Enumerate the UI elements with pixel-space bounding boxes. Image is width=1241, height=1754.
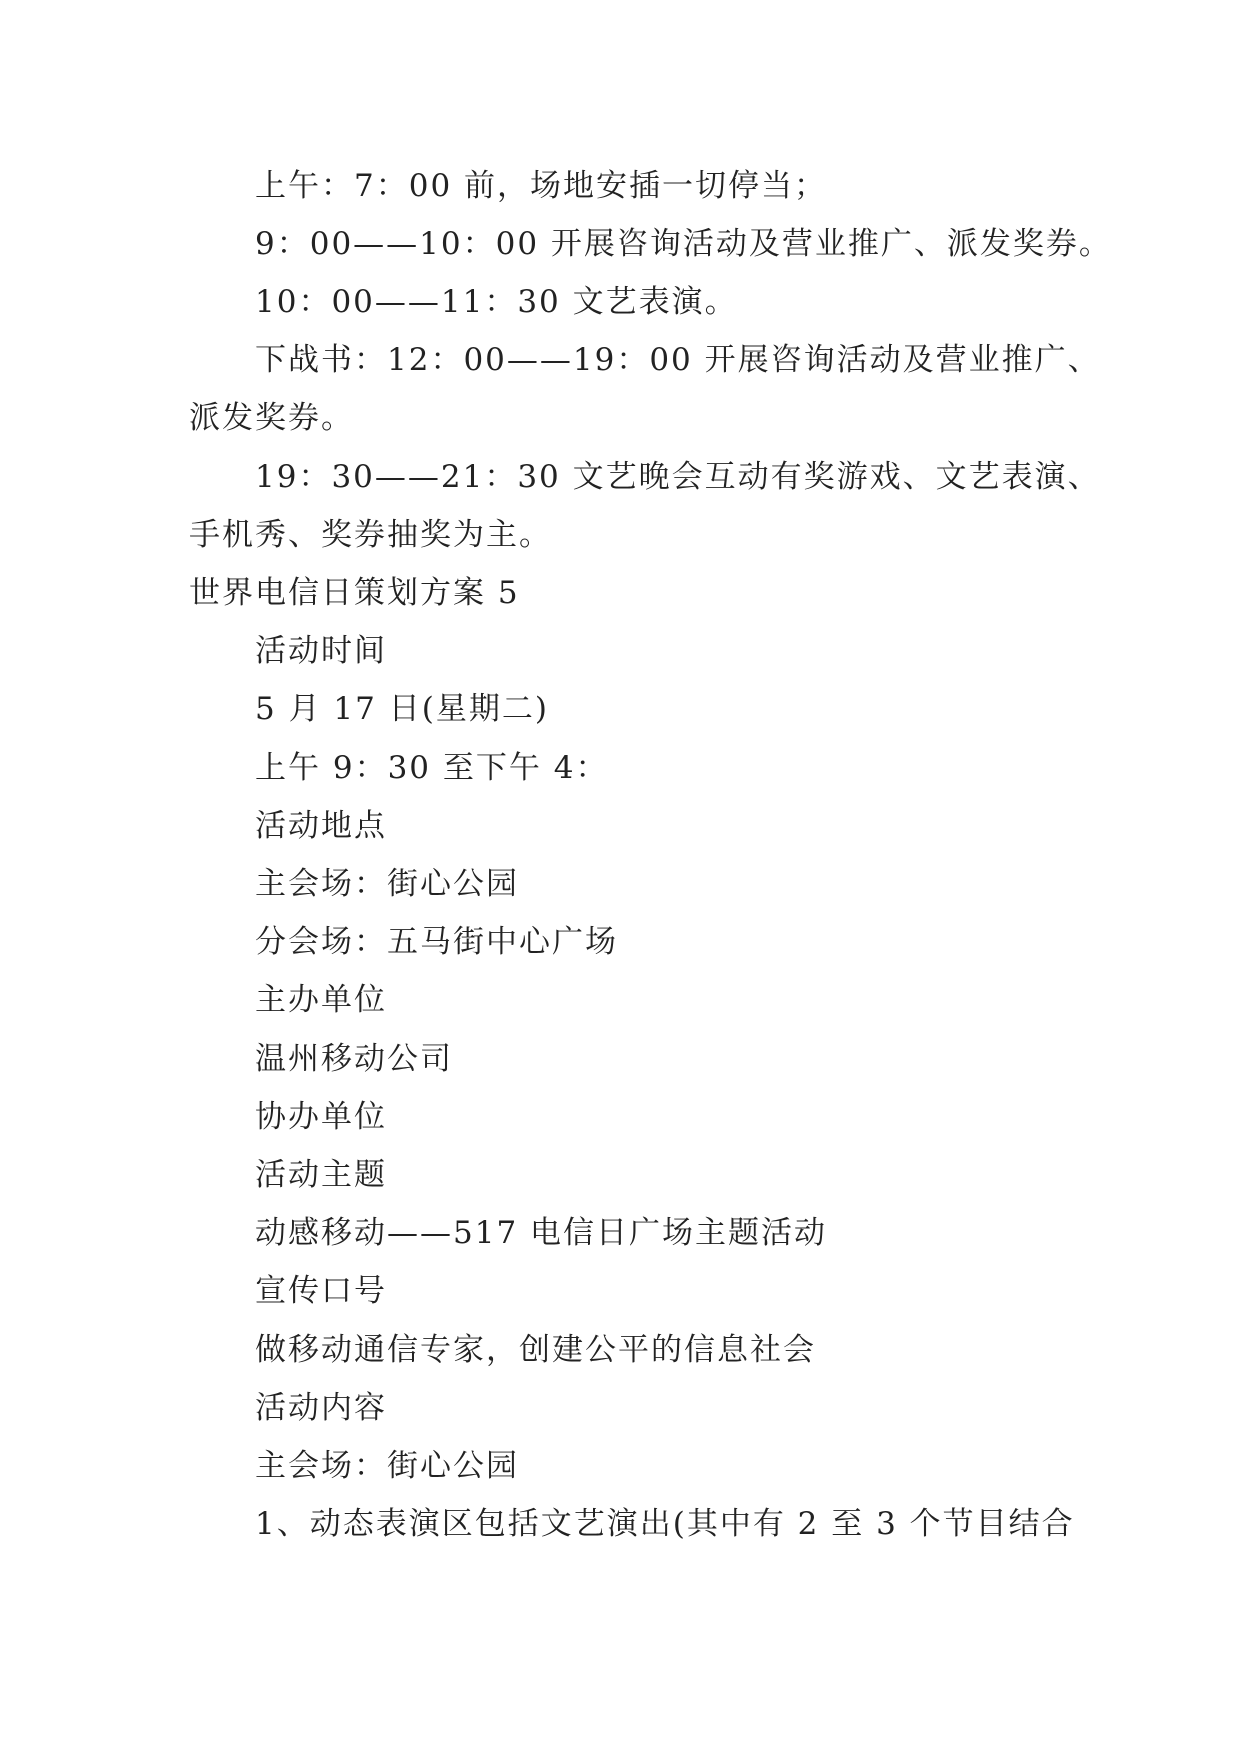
text-line: 协办单位 bbox=[255, 1099, 387, 1135]
text-line: 派发奖券。 bbox=[189, 400, 354, 436]
text-line: 上午 9：30 至下午 4： bbox=[255, 750, 609, 786]
text-line: 活动主题 bbox=[255, 1157, 387, 1193]
text-line: 温州移动公司 bbox=[255, 1041, 453, 1077]
text-line: 动感移动——517 电信日广场主题活动 bbox=[255, 1215, 828, 1251]
section-heading: 世界电信日策划方案 5 bbox=[189, 575, 520, 611]
text-line: 主办单位 bbox=[255, 982, 387, 1018]
text-line: 9：00——10：00 开展咨询活动及营业推广、派发奖券。 bbox=[255, 226, 1112, 262]
text-line: 活动内容 bbox=[255, 1390, 387, 1426]
text-line: 宣传口号 bbox=[255, 1273, 387, 1309]
text-line: 活动时间 bbox=[255, 633, 387, 669]
text-line: 手机秀、奖券抽奖为主。 bbox=[189, 517, 552, 553]
text-line: 5 月 17 日(星期二) bbox=[255, 691, 549, 727]
text-line: 上午：7：00 前，场地安插一切停当； bbox=[255, 168, 828, 204]
text-line: 主会场：街心公园 bbox=[255, 1448, 519, 1484]
text-line: 19：30——21：30 文艺晚会互动有奖游戏、文艺表演、 bbox=[255, 459, 1101, 495]
text-line: 主会场：街心公园 bbox=[255, 866, 519, 902]
text-line: 做移动通信专家，创建公平的信息社会 bbox=[255, 1332, 816, 1368]
text-line: 分会场：五马街中心广场 bbox=[255, 924, 618, 960]
text-line: 1、动态表演区包括文艺演出(其中有 2 至 3 个节目结合 bbox=[255, 1506, 1075, 1542]
text-line: 活动地点 bbox=[255, 808, 387, 844]
text-line: 10：00——11：30 文艺表演。 bbox=[255, 284, 738, 320]
text-line: 下战书：12：00——19：00 开展咨询活动及营业推广、 bbox=[255, 342, 1101, 378]
